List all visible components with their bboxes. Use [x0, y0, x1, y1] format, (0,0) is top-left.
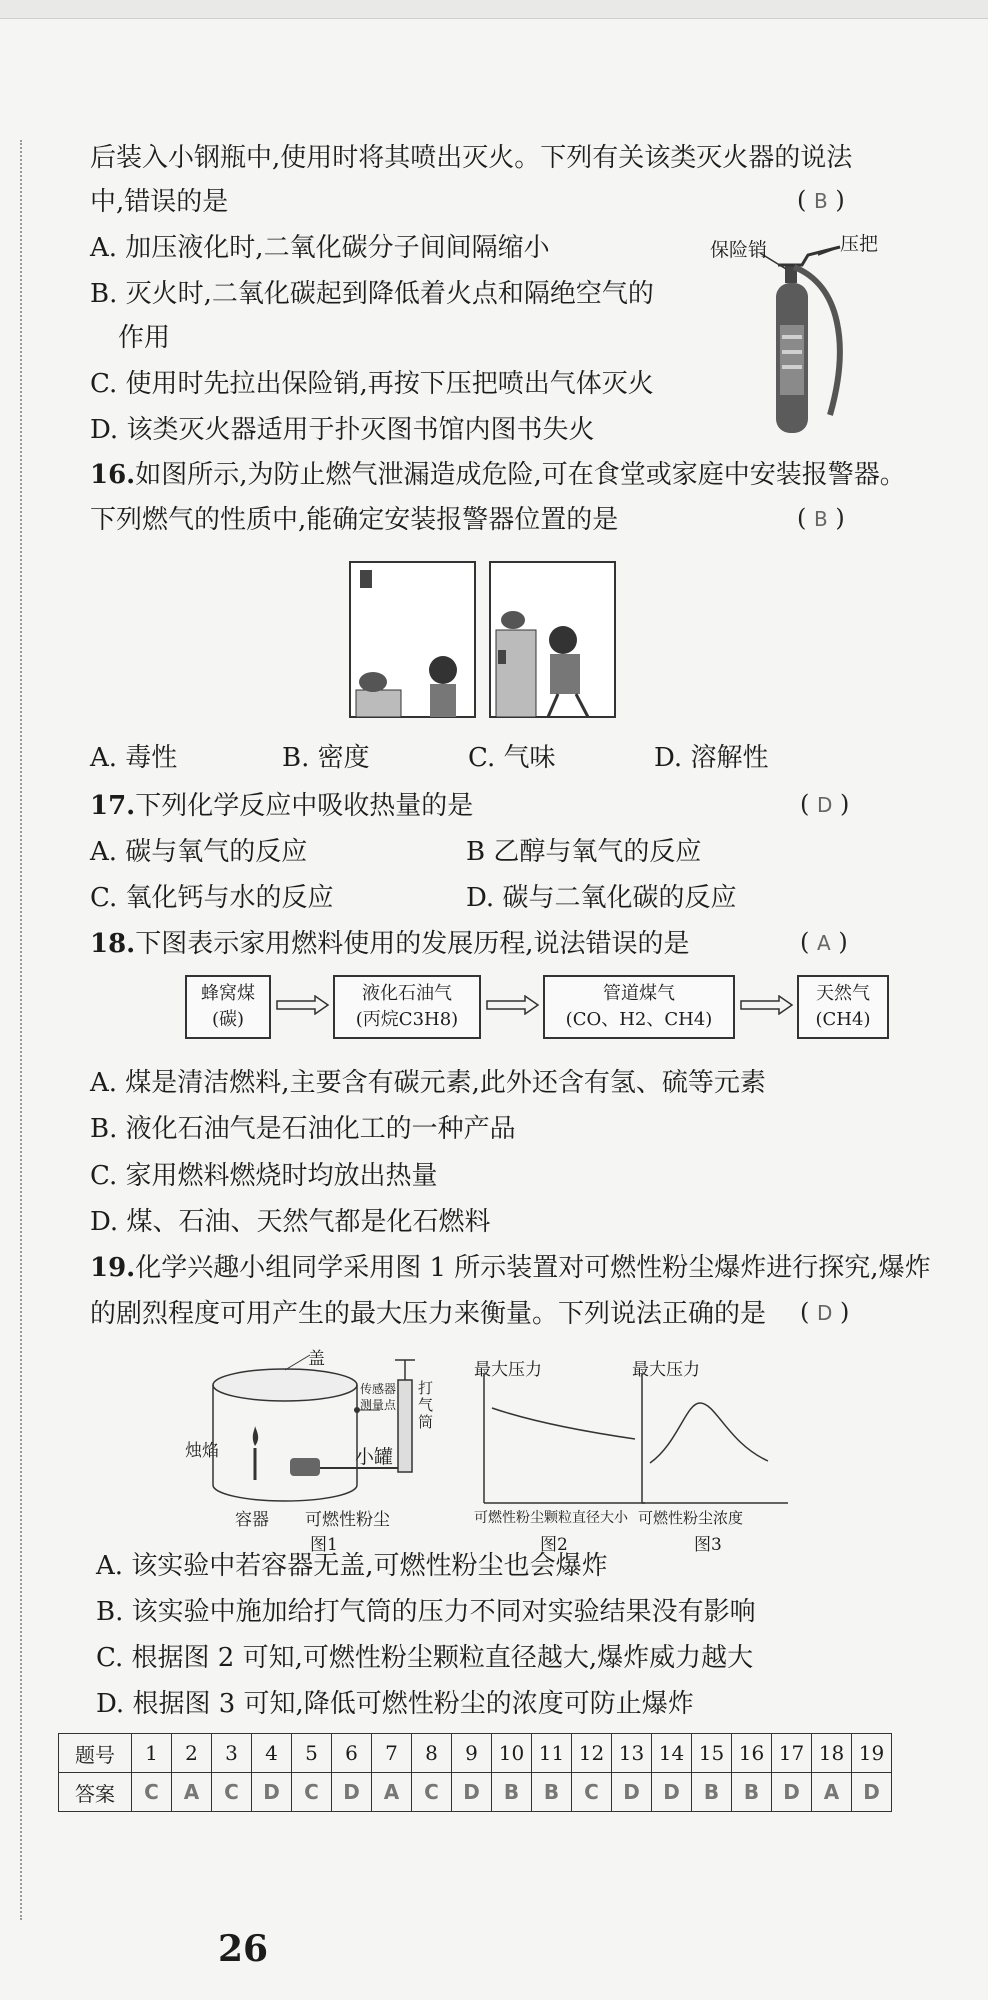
flow-box-pipe-gas	[543, 975, 735, 1039]
q16-line1	[90, 457, 906, 493]
q19-option-d: D. 根据图 3 可知,降低可燃性粉尘的浓度可防止爆炸	[96, 1689, 694, 1719]
question-number-cell: 19	[852, 1734, 892, 1773]
question-number-cell: 3	[212, 1734, 252, 1773]
q18-line	[90, 926, 690, 962]
answer-cell: C	[212, 1773, 252, 1812]
q16-answer-bracket: ( B )	[797, 504, 845, 532]
fig3-curve	[650, 1403, 768, 1463]
answer-cell: D	[852, 1773, 892, 1812]
q19-option-c: C. 根据图 2 可知,可燃性粉尘颗粒直径越大,爆炸威力越大	[96, 1643, 754, 1673]
answer-cell: C	[292, 1773, 332, 1812]
q17-line	[90, 788, 473, 824]
answer-table-number-row	[59, 1734, 892, 1773]
fig3-ylabel: 最大压力	[632, 1360, 700, 1380]
flow-arrow-3	[739, 995, 794, 1015]
answer-cell: C	[572, 1773, 612, 1812]
q15-option-c: C. 使用时先拉出保险销,再按下压把喷出气体灭火	[90, 369, 654, 399]
q19-line1	[90, 1250, 931, 1286]
flow-box-lpg-formula: (丙烷C3H8)	[355, 1009, 459, 1030]
q17-option-d: D. 碳与二氧化碳的反应	[466, 883, 737, 913]
fig1-caption: 图1	[310, 1535, 338, 1555]
q18-option-b: B. 液化石油气是石油化工的一种产品	[90, 1114, 516, 1144]
fig2-xlabel: 可燃性粉尘颗粒直径大小	[474, 1510, 628, 1526]
gas-alarm-illustration	[348, 560, 618, 720]
flow-box-pipe-gas-name: 管道煤气	[603, 983, 675, 1004]
answer-cell: B	[532, 1773, 572, 1812]
q15-answer-bracket: ( B )	[797, 186, 845, 214]
q16-option-d: D. 溶解性	[654, 743, 769, 773]
flow-box-lpg	[333, 975, 481, 1039]
q16-option-c: C. 气味	[468, 743, 556, 773]
q15-line1: 后装入小钢瓶中,使用时将其喷出灭火。下列有关该类灭火器的说法	[90, 143, 853, 173]
question-number-cell: 9	[452, 1734, 492, 1773]
question-number-cell: 17	[772, 1734, 812, 1773]
fig1-lid-label: 盖	[308, 1349, 325, 1369]
question-number-cell: 16	[732, 1734, 772, 1773]
q16-number: 16.	[90, 460, 136, 490]
q18-answer: A	[817, 931, 831, 955]
fig2-ylabel: 最大压力	[474, 1360, 542, 1380]
question-number-cell: 12	[572, 1734, 612, 1773]
answer-cell: A	[812, 1773, 852, 1812]
fig1-container-label: 容器	[235, 1510, 269, 1530]
q15-option-b: B. 灭火时,二氧化碳起到降低着火点和隔绝空气的	[90, 279, 654, 309]
top-scan-edge	[0, 0, 988, 19]
q17-option-a: A. 碳与氧气的反应	[90, 837, 308, 867]
q19-option-a: A. 该实验中若容器无盖,可燃性粉尘也会爆炸	[96, 1551, 608, 1581]
question-number-cell: 6	[332, 1734, 372, 1773]
q19-answer-bracket: ( D )	[800, 1298, 850, 1326]
flow-box-coal-name: 蜂窝煤	[201, 983, 255, 1004]
q19-number: 19.	[90, 1253, 136, 1283]
question-number-cell: 8	[412, 1734, 452, 1773]
answer-cell: D	[612, 1773, 652, 1812]
question-number-cell: 18	[812, 1734, 852, 1773]
q18-option-d: D. 煤、石油、天然气都是化石燃料	[90, 1207, 491, 1237]
answer-cell: A	[172, 1773, 212, 1812]
answer-cell: B	[692, 1773, 732, 1812]
q19-text1: 化学兴趣小组同学采用图 1 所示装置对可燃性粉尘爆炸进行探究,爆炸	[135, 1253, 931, 1283]
fig2-caption: 图2	[540, 1535, 568, 1555]
q18-answer-bracket: ( A )	[800, 928, 848, 956]
question-number-cell: 2	[172, 1734, 212, 1773]
question-number-cell: 7	[372, 1734, 412, 1773]
q16-option-b: B. 密度	[282, 743, 370, 773]
answer-cell: C	[412, 1773, 452, 1812]
gas-alarm-figure	[348, 560, 618, 720]
q15-line2: 中,错误的是	[90, 187, 229, 217]
flow-box-coal-formula: (碳)	[211, 1009, 245, 1030]
flow-box-coal	[185, 975, 271, 1039]
answer-cell: B	[732, 1773, 772, 1812]
answer-cell: D	[772, 1773, 812, 1812]
figure-3-chart	[628, 1355, 808, 1555]
answer-cell: D	[452, 1773, 492, 1812]
flow-arrow-2	[485, 995, 540, 1015]
answer-cell: D	[252, 1773, 292, 1812]
question-number-cell: 14	[652, 1734, 692, 1773]
fuel-history-flowchart	[185, 975, 905, 1045]
q16-line2: 下列燃气的性质中,能确定安装报警器位置的是	[90, 505, 619, 535]
flow-box-natural-gas-name: 天然气	[816, 983, 870, 1004]
q19-option-b: B. 该实验中施加给打气筒的压力不同对实验结果没有影响	[96, 1597, 756, 1627]
fig1-dust-label: 可燃性粉尘	[305, 1510, 390, 1530]
answer-cell: D	[652, 1773, 692, 1812]
question-number-cell: 5	[292, 1734, 332, 1773]
q19-answer: D	[817, 1301, 833, 1325]
q15-option-b-cont: 作用	[118, 323, 171, 353]
fig3-caption: 图3	[694, 1535, 722, 1555]
figure-1-apparatus	[185, 1349, 455, 1555]
flow-box-natural-gas	[797, 975, 889, 1039]
flow-arrow-1	[275, 995, 330, 1015]
flow-box-natural-gas-formula: (CH4)	[815, 1009, 871, 1030]
q17-text: 下列化学反应中吸收热量的是	[135, 791, 474, 821]
page-number: 26	[218, 1928, 269, 1970]
answer-cell: B	[492, 1773, 532, 1812]
question-number-cell: 15	[692, 1734, 732, 1773]
flow-box-pipe-gas-formula: (CO、H2、CH4)	[565, 1009, 713, 1030]
q15-option-d: D. 该类灭火器适用于扑灭图书馆内图书失火	[90, 415, 595, 445]
q17-answer: D	[817, 793, 833, 817]
answer-table-number-header: 题号	[59, 1734, 132, 1773]
q15-option-a: A. 加压液化时,二氧化碳分子间间隔缩小	[90, 233, 550, 263]
binding-margin-line	[20, 140, 22, 1920]
question-number-cell: 10	[492, 1734, 532, 1773]
answer-table-answer-header: 答案	[59, 1773, 132, 1812]
flow-box-lpg-name: 液化石油气	[362, 983, 452, 1004]
q18-option-a: A. 煤是清洁燃料,主要含有碳元素,此外还含有氢、硫等元素	[90, 1068, 766, 1098]
q17-option-b: B 乙醇与氧气的反应	[466, 837, 702, 867]
q17-answer-bracket: ( D )	[800, 790, 850, 818]
fire-extinguisher-figure	[690, 225, 890, 445]
q16-answer: B	[814, 507, 828, 531]
q18-option-c: C. 家用燃料燃烧时均放出热量	[90, 1161, 438, 1191]
handle-label: 压把	[840, 233, 879, 255]
fig1-candle-label: 烛焰	[185, 1441, 219, 1461]
answer-cell: D	[332, 1773, 372, 1812]
q15-answer: B	[814, 189, 828, 213]
answer-table-answer-row	[59, 1773, 892, 1812]
figure-2-chart	[470, 1355, 650, 1555]
question-number-cell: 11	[532, 1734, 572, 1773]
q16-option-a: A. 毒性	[90, 743, 178, 773]
answer-cell: C	[132, 1773, 172, 1812]
fig3-xlabel: 可燃性粉尘浓度	[638, 1509, 744, 1527]
fig1-sensor-label1: 传感器	[360, 1382, 397, 1396]
q17-option-c: C. 氧化钙与水的反应	[90, 883, 334, 913]
safety-pin-label: 保险销	[710, 239, 768, 261]
q19-line2: 的剧烈程度可用产生的最大压力来衡量。下列说法正确的是	[90, 1299, 767, 1329]
question-number-cell: 4	[252, 1734, 292, 1773]
question-number-cell: 1	[132, 1734, 172, 1773]
q16-text1: 如图所示,为防止燃气泄漏造成危险,可在食堂或家庭中安装报警器。	[135, 460, 906, 490]
fig1-pump-label: 打气筒	[418, 1379, 434, 1431]
q18-number: 18.	[90, 929, 136, 959]
q18-text: 下图表示家用燃料使用的发展历程,说法错误的是	[135, 929, 690, 959]
answer-cell: A	[372, 1773, 412, 1812]
question-number-cell: 13	[612, 1734, 652, 1773]
fig1-can-label: 小罐	[355, 1446, 394, 1468]
fig2-curve	[492, 1408, 635, 1439]
answer-table	[58, 1733, 892, 1812]
fig1-sensor-label2: 测量点	[360, 1398, 397, 1412]
q17-number: 17.	[90, 791, 136, 821]
